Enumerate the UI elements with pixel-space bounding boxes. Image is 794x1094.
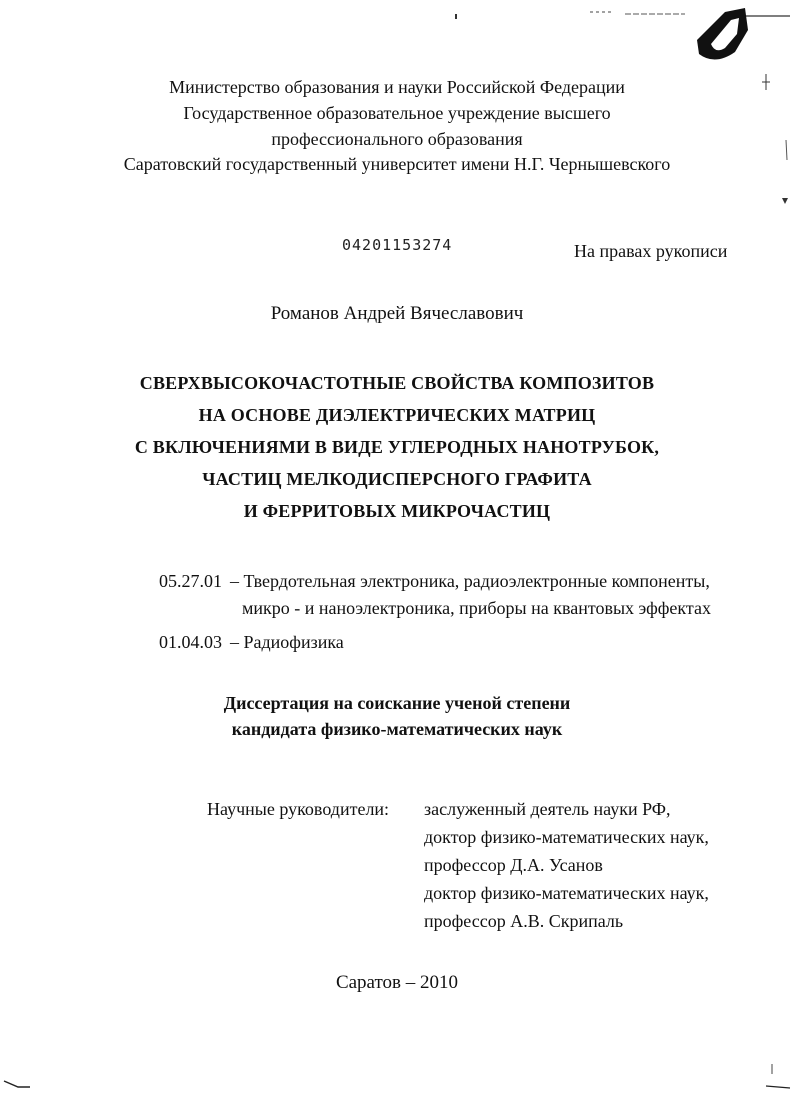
education-level-line: профессионального образования [271, 129, 523, 149]
dissertation-line-1: Диссертация на соискание ученой степени [223, 693, 571, 713]
scan-mark-top-right [585, 0, 794, 70]
supervisor-2-name: профессор А.В. Скрипаль [424, 911, 624, 931]
specialty-name-1-cont: микро - и наноэлектроника, приборы на квантовых эффектах [242, 598, 711, 618]
title-line-2: НА ОСНОВЕ ДИЭЛЕКТРИЧЕСКИХ МАТРИЦ [198, 405, 596, 425]
author-name: Романов Андрей Вячеславович [270, 303, 524, 324]
manuscript-rights-note: На правах рукописи [574, 241, 728, 261]
specialty-name-2: – Радиофизика [230, 632, 344, 652]
dissertation-line-2: кандидата физико-математических наук [231, 719, 563, 739]
title-line-3: С ВКЛЮЧЕНИЯМИ В ВИДЕ УГЛЕРОДНЫХ НАНОТРУБОК, [134, 437, 660, 457]
scan-dot [455, 14, 457, 19]
title-line-4: ЧАСТИЦ МЕЛКОДИСПЕРСНОГО ГРАФИТА [202, 469, 592, 489]
specialty-code-1: 05.27.01 [159, 571, 222, 591]
title-line-5: И ФЕРРИТОВЫХ МИКРОЧАСТИЦ [243, 501, 551, 521]
archive-code: 04201153274 [342, 236, 453, 254]
supervisor-2-degree: доктор физико-математических наук, [424, 883, 709, 903]
university-line: Саратовский государственный университет имени Н.Г. Чернышевского [123, 154, 671, 174]
supervisors-label: Научные руководители: [207, 799, 390, 819]
institution-type-line: Государственное образовательное учреждение высшего [183, 103, 611, 123]
supervisor-1-title: заслуженный деятель науки РФ, [424, 799, 671, 819]
scan-mark-bottom-left [0, 1075, 40, 1094]
supervisor-1-degree: доктор физико-математических наук, [424, 827, 709, 847]
scan-mark-bottom-right [760, 1060, 794, 1094]
supervisor-1-name: профессор Д.А. Усанов [424, 855, 603, 875]
city-year: Саратов – 2010 [335, 972, 459, 993]
specialty-code-2: 01.04.03 [159, 632, 222, 652]
title-line-1: СВЕРХВЫСОКОЧАСТОТНЫЕ СВОЙСТВА КОМПОЗИТОВ [139, 373, 655, 393]
specialty-name-1: – Твердотельная электроника, радиоэлектронные компоненты, [230, 571, 710, 591]
ministry-line: Министерство образования и науки Российской Федерации [169, 77, 625, 97]
